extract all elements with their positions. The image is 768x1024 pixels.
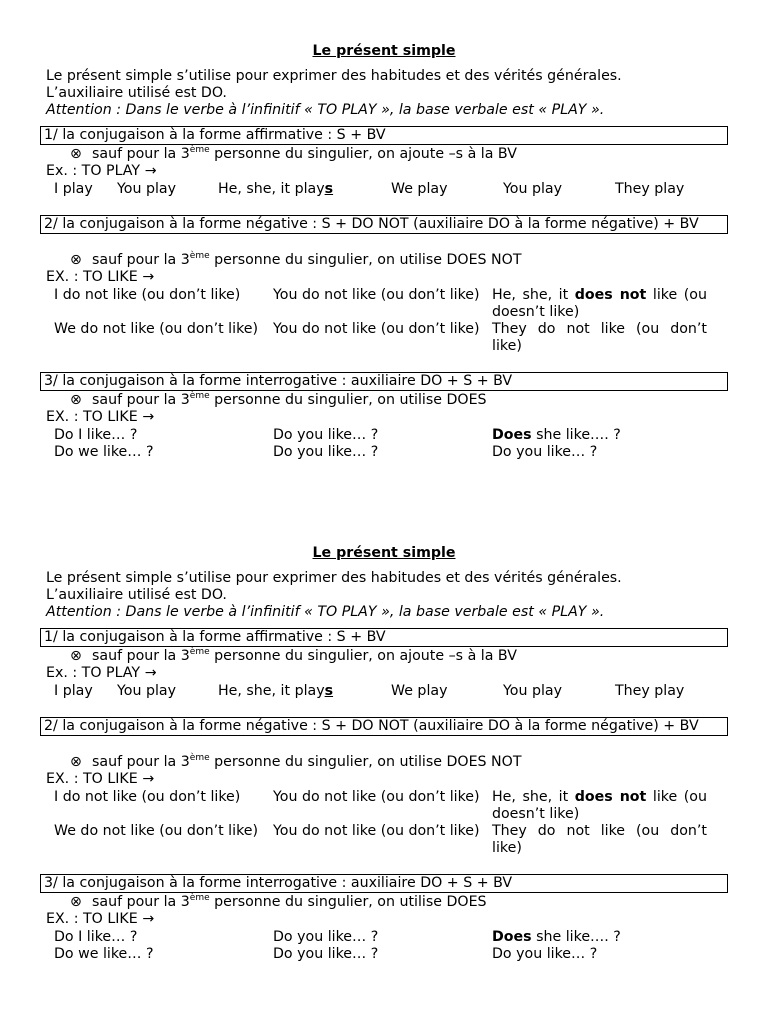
form-he-suffix: s — [324, 683, 334, 699]
section-3-heading-box: 3/ la conjugaison à la forme interrogative : auxiliaire DO + S + BV — [40, 372, 728, 391]
form-you: You play — [117, 181, 176, 197]
form-they: They play — [615, 181, 685, 197]
neg-i: I do not like (ou don’t like) — [54, 789, 241, 805]
circled-times-icon: ⊗ — [70, 252, 82, 268]
q-you-plural: Do you like… ? — [273, 946, 379, 962]
section-3-rule — [70, 392, 487, 409]
section-2-rule — [70, 754, 522, 771]
rule-text-post: personne du singulier, on utilise DOES — [209, 392, 487, 408]
q-she-post: she like…. ? — [531, 929, 621, 945]
rule-text-pre: sauf pour la 3 — [92, 894, 190, 910]
neg-they: They do not like (ou don’t like) — [492, 823, 707, 856]
neg-he-bold: does not — [574, 789, 647, 805]
q-we: Do we like… ? — [54, 946, 154, 962]
rule-superscript: ème — [189, 893, 210, 903]
form-i: I play — [54, 683, 93, 699]
rule-text-post: personne du singulier, on utilise DOES — [209, 894, 487, 910]
section-2-example-label: EX. : TO LIKE → — [46, 771, 155, 787]
q-she-bold: Does — [492, 929, 532, 945]
form-you-plural: You play — [503, 181, 562, 197]
section-1-example-label: Ex. : TO PLAY → — [46, 665, 157, 681]
section-2-heading-box: 2/ la conjugaison à la forme négative : S + DO NOT (auxiliaire DO à la forme négative) + BV — [40, 717, 728, 736]
section-3-example-label: EX. : TO LIKE → — [46, 911, 155, 927]
section-1-rule — [70, 146, 517, 163]
rule-text-pre: sauf pour la 3 — [92, 252, 190, 268]
page-title: Le présent simple — [312, 545, 456, 561]
q-we: Do we like… ? — [54, 444, 154, 460]
circled-times-icon: ⊗ — [70, 146, 82, 162]
rule-text-post: personne du singulier, on ajoute –s à la BV — [209, 648, 517, 664]
intro-line-2: L’auxiliaire utilisé est DO. — [46, 587, 227, 603]
section-1-heading-box: 1/ la conjugaison à la forme affirmative : S + BV — [40, 628, 728, 647]
neg-you-plural: You do not like (ou don’t like) — [273, 321, 480, 337]
intro-line-3: Attention : Dans le verbe à l’infinitif « TO PLAY », la base verbale est « PLAY ». — [46, 102, 605, 118]
rule-superscript: ème — [189, 251, 210, 261]
q-i: Do I like… ? — [54, 427, 138, 443]
form-we: We play — [391, 683, 448, 699]
q-she-bold: Does — [492, 427, 532, 443]
q-she-post: she like…. ? — [531, 427, 621, 443]
form-you: You play — [117, 683, 176, 699]
neg-we: We do not like (ou don’t like) — [54, 823, 259, 839]
form-he-suffix: s — [324, 181, 334, 197]
rule-text-post: personne du singulier, on utilise DOES NOT — [209, 252, 522, 268]
rule-superscript: ème — [189, 145, 210, 155]
rule-text-pre: sauf pour la 3 — [92, 146, 190, 162]
section-1-rule — [70, 648, 517, 665]
rule-text-pre: sauf pour la 3 — [92, 754, 190, 770]
rule-text-pre: sauf pour la 3 — [92, 648, 190, 664]
form-he-she-it — [218, 181, 333, 198]
q-i: Do I like… ? — [54, 929, 138, 945]
neg-they: They do not like (ou don’t like) — [492, 321, 707, 354]
worksheet-copy-1 — [0, 0, 768, 502]
circled-times-icon: ⊗ — [70, 648, 82, 664]
form-we: We play — [391, 181, 448, 197]
intro-line-3: Attention : Dans le verbe à l’infinitif « TO PLAY », la base verbale est « PLAY ». — [46, 604, 605, 620]
rule-superscript: ème — [189, 391, 210, 401]
worksheet-copy-2 — [0, 502, 768, 1004]
section-3-example-label: EX. : TO LIKE → — [46, 409, 155, 425]
circled-times-icon: ⊗ — [70, 754, 82, 770]
circled-times-icon: ⊗ — [70, 392, 82, 408]
neg-we: We do not like (ou don’t like) — [54, 321, 259, 337]
intro-line-2: L’auxiliaire utilisé est DO. — [46, 85, 227, 101]
form-they: They play — [615, 683, 685, 699]
form-you-plural: You play — [503, 683, 562, 699]
rule-text-pre: sauf pour la 3 — [92, 392, 190, 408]
q-she — [492, 427, 621, 444]
form-i: I play — [54, 181, 93, 197]
neg-he-pre: He, she, it — [492, 789, 575, 805]
intro-paragraph — [46, 68, 736, 119]
neg-you: You do not like (ou don’t like) — [273, 287, 480, 303]
neg-he-she-it — [492, 789, 707, 823]
section-1-heading-box: 1/ la conjugaison à la forme affirmative : S + BV — [40, 126, 728, 145]
intro-line-1: Le présent simple s’utilise pour exprimer des habitudes et des vérités générales. — [46, 570, 622, 586]
q-you: Do you like… ? — [273, 929, 379, 945]
section-2-rule — [70, 252, 522, 269]
q-you: Do you like… ? — [273, 427, 379, 443]
neg-you: You do not like (ou don’t like) — [273, 789, 480, 805]
neg-he-bold: does not — [574, 287, 647, 303]
rule-text-post: personne du singulier, on ajoute –s à la BV — [209, 146, 517, 162]
q-you-2: Do you like… ? — [492, 444, 598, 460]
section-3-heading-box: 3/ la conjugaison à la forme interrogative : auxiliaire DO + S + BV — [40, 874, 728, 893]
rule-text-post: personne du singulier, on utilise DOES NOT — [209, 754, 522, 770]
q-you-plural: Do you like… ? — [273, 444, 379, 460]
page-title: Le présent simple — [312, 43, 456, 59]
neg-he-she-it — [492, 287, 707, 321]
neg-he-post: like (ou doesn’t like) — [492, 287, 707, 320]
section-3-rule — [70, 894, 487, 911]
neg-he-post: like (ou doesn’t like) — [492, 789, 707, 822]
circled-times-icon: ⊗ — [70, 894, 82, 910]
form-he-base: He, she, it play — [218, 683, 325, 699]
form-he-she-it — [218, 683, 333, 700]
q-she — [492, 929, 621, 946]
section-2-example-label: EX. : TO LIKE → — [46, 269, 155, 285]
neg-i: I do not like (ou don’t like) — [54, 287, 241, 303]
neg-he-pre: He, she, it — [492, 287, 575, 303]
rule-superscript: ème — [189, 647, 210, 657]
neg-you-plural: You do not like (ou don’t like) — [273, 823, 480, 839]
intro-paragraph — [46, 570, 736, 621]
section-1-example-label: Ex. : TO PLAY → — [46, 163, 157, 179]
q-you-2: Do you like… ? — [492, 946, 598, 962]
section-2-heading-box: 2/ la conjugaison à la forme négative : S + DO NOT (auxiliaire DO à la forme négative) + BV — [40, 215, 728, 234]
form-he-base: He, she, it play — [218, 181, 325, 197]
intro-line-1: Le présent simple s’utilise pour exprimer des habitudes et des vérités générales. — [46, 68, 622, 84]
rule-superscript: ème — [189, 753, 210, 763]
